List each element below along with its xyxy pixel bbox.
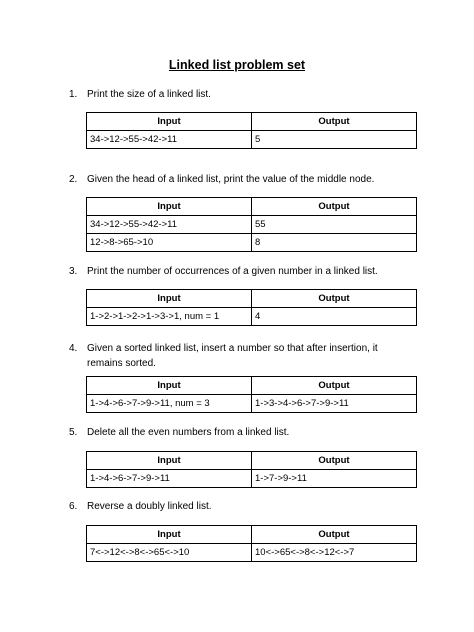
input-header: Input xyxy=(87,290,252,308)
output-cell: 10<->65<->8<->12<->7 xyxy=(252,544,417,562)
output-cell: 55 xyxy=(252,216,417,234)
table-row xyxy=(87,308,417,326)
problem-text: Given a sorted linked list, insert a number so that after insertion, it remains sorted. xyxy=(87,343,378,369)
output-header: Output xyxy=(252,377,417,395)
output-cell: 1->7->9->11 xyxy=(252,470,417,488)
input-header: Input xyxy=(87,526,252,544)
problem-number: 1. xyxy=(69,89,78,100)
input-header: Input xyxy=(87,198,252,216)
io-table xyxy=(86,376,417,413)
page-title: Linked list problem set xyxy=(168,58,306,72)
output-cell: 4 xyxy=(252,308,417,326)
table-header-row xyxy=(87,113,417,131)
output-header: Output xyxy=(252,452,417,470)
problem-number: 6. xyxy=(69,501,78,512)
input-header: Input xyxy=(87,452,252,470)
table-row xyxy=(87,234,417,252)
input-header: Input xyxy=(87,377,252,395)
table-row xyxy=(87,470,417,488)
table-row xyxy=(87,131,417,149)
input-cell: 12->8->65->10 xyxy=(87,234,252,252)
table-row xyxy=(87,544,417,562)
input-cell: 1->4->6->7->9->11 xyxy=(87,470,252,488)
table-header-row xyxy=(87,198,417,216)
input-cell: 7<->12<->8<->65<->10 xyxy=(87,544,252,562)
input-cell: 34->12->55->42->11 xyxy=(87,131,252,149)
input-cell: 34->12->55->42->11 xyxy=(87,216,252,234)
input-cell: 1->2->1->2->1->3->1, num = 1 xyxy=(87,308,252,326)
table-header-row xyxy=(87,290,417,308)
problem-text: Reverse a doubly linked list. xyxy=(87,501,212,512)
io-table xyxy=(86,112,417,149)
io-table xyxy=(86,451,417,488)
problem-text: Print the size of a linked list. xyxy=(87,89,211,100)
output-cell: 1->3->4->6->7->9->11 xyxy=(252,395,417,413)
problem-text: Delete all the even numbers from a linked list. xyxy=(87,427,290,438)
table-header-row xyxy=(87,526,417,544)
problem-number: 3. xyxy=(69,266,78,277)
problem-text: Print the number of occurrences of a given number in a linked list. xyxy=(87,266,378,277)
output-cell: 8 xyxy=(252,234,417,252)
table-header-row xyxy=(87,452,417,470)
problem-number: 2. xyxy=(69,174,78,185)
output-header: Output xyxy=(252,290,417,308)
output-cell: 5 xyxy=(252,131,417,149)
output-header: Output xyxy=(252,198,417,216)
input-header: Input xyxy=(87,113,252,131)
problem-number: 4. xyxy=(69,343,78,354)
input-cell: 1->4->6->7->9->11, num = 3 xyxy=(87,395,252,413)
io-table xyxy=(86,525,417,562)
problem-text: Given the head of a linked list, print the value of the middle node. xyxy=(87,174,375,185)
table-row xyxy=(87,395,417,413)
table-header-row xyxy=(87,377,417,395)
output-header: Output xyxy=(252,526,417,544)
table-row xyxy=(87,216,417,234)
problem-number: 5. xyxy=(69,427,78,438)
io-table xyxy=(86,197,417,252)
io-table xyxy=(86,289,417,326)
output-header: Output xyxy=(252,113,417,131)
